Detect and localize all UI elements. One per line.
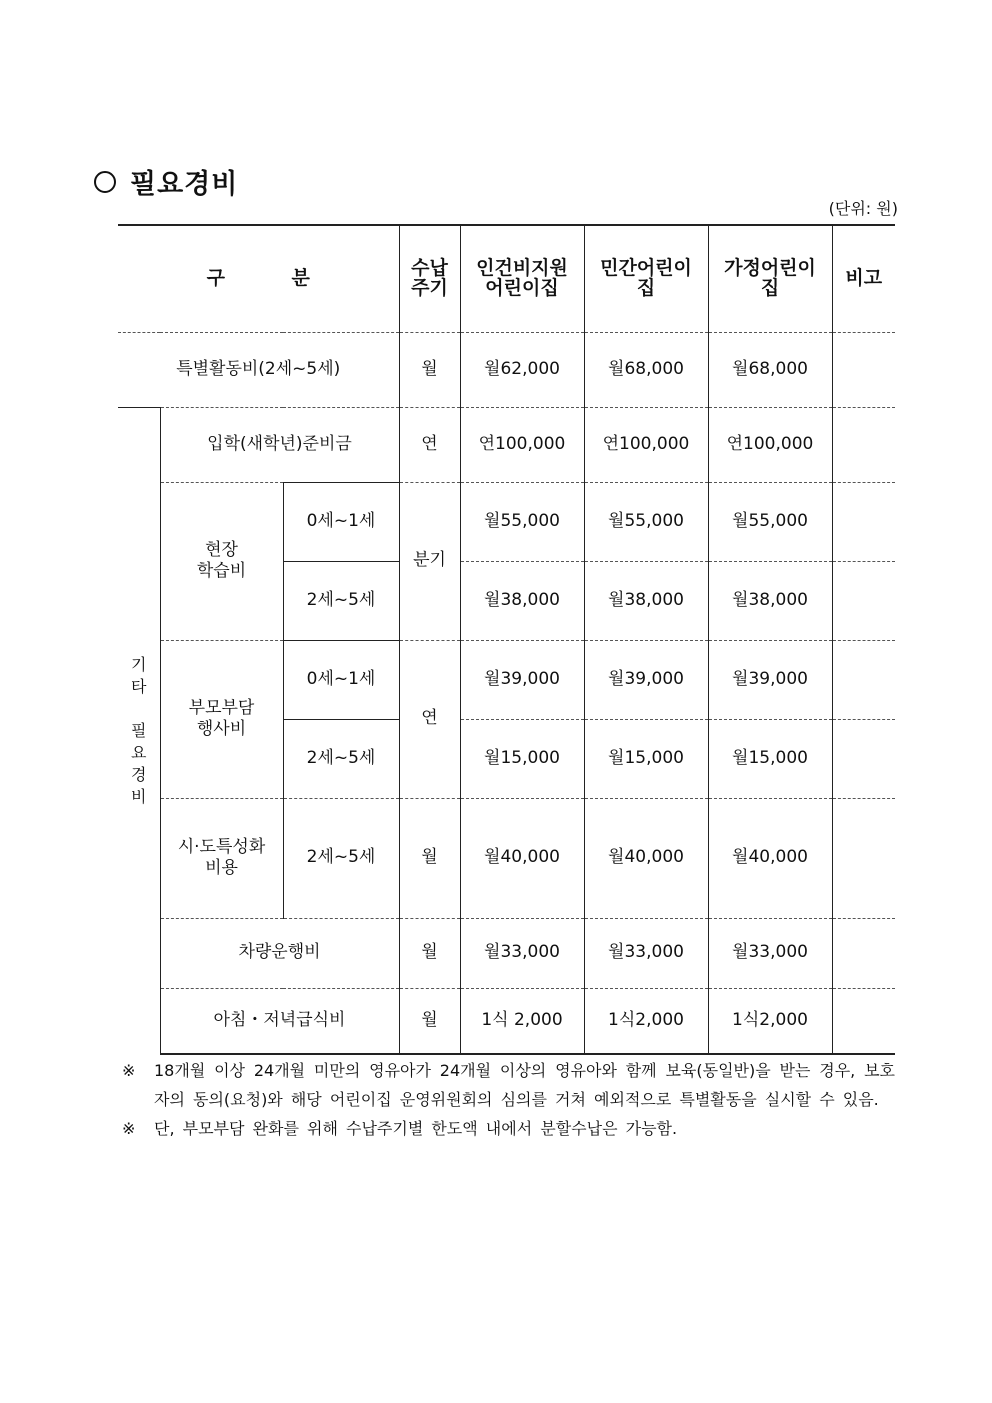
city-special-public: 월40,000 — [460, 798, 584, 918]
parent-event-label-text: 부모부담 행사비 — [188, 697, 255, 739]
header-category: 구 분 — [118, 225, 399, 332]
parent-event-label — [160, 640, 283, 798]
row-meals — [118, 988, 895, 1054]
city-special-private: 월40,000 — [584, 798, 708, 918]
parent-event-private-1: 월15,000 — [584, 719, 708, 798]
note-item — [118, 1056, 895, 1114]
field-study-public-1: 월38,000 — [460, 561, 584, 640]
city-special-remark — [832, 798, 895, 918]
admission-public: 연100,000 — [460, 407, 584, 482]
meals-home: 1식2,000 — [708, 988, 832, 1054]
field-study-private-0: 월55,000 — [584, 482, 708, 561]
parent-event-home-1: 월15,000 — [708, 719, 832, 798]
row-special-activity — [118, 332, 895, 407]
section-title: 필요경비 — [130, 169, 239, 200]
admission-remark — [832, 407, 895, 482]
field-study-home-0: 월55,000 — [708, 482, 832, 561]
vehicle-remark — [832, 918, 895, 988]
special-home: 월68,000 — [708, 332, 832, 407]
city-special-age: 2세~5세 — [283, 798, 399, 918]
field-study-period: 분기 — [399, 482, 460, 640]
fee-table — [118, 224, 895, 1055]
parent-event-remark-1 — [832, 719, 895, 798]
header-public-text: 인건비지원 어린이집 — [476, 256, 568, 299]
parent-event-remark-0 — [832, 640, 895, 719]
special-remark — [832, 332, 895, 407]
parent-event-period: 연 — [399, 640, 460, 798]
field-study-remark-0 — [832, 482, 895, 561]
notes — [118, 1056, 895, 1143]
field-study-age-0: 0세~1세 — [283, 482, 399, 561]
group-label-cell — [118, 407, 160, 1054]
vehicle-home: 월33,000 — [708, 918, 832, 988]
admission-private: 연100,000 — [584, 407, 708, 482]
vehicle-label: 차량운행비 — [160, 918, 399, 988]
parent-event-private-0: 월39,000 — [584, 640, 708, 719]
note-text: 단, 부모부담 완화를 위해 수납주기별 한도액 내에서 분할수납은 가능함. — [154, 1119, 678, 1138]
header-period-text: 수납 주기 — [411, 256, 448, 299]
field-study-label — [160, 482, 283, 640]
field-study-private-1: 월38,000 — [584, 561, 708, 640]
admission-period: 연 — [399, 407, 460, 482]
unit-label: (단위: 원) — [828, 199, 898, 218]
city-special-label — [160, 798, 283, 918]
special-public: 월62,000 — [460, 332, 584, 407]
header-remark: 비고 — [832, 225, 895, 332]
section-heading — [94, 162, 238, 201]
meals-public: 1식 2,000 — [460, 988, 584, 1054]
note-text: 18개월 이상 24개월 미만의 영유아가 24개월 이상의 영유아와 함께 보육(동일반)을 받는 경우, 보호자의 동의(요청)와 해당 어린이집 운영위원회의 심의를 거쳐 예외적으로 특별활동을 실시할 수 있음. — [154, 1061, 895, 1109]
parent-event-age-0: 0세~1세 — [283, 640, 399, 719]
row-city-special — [118, 798, 895, 918]
city-special-home: 월40,000 — [708, 798, 832, 918]
parent-event-home-0: 월39,000 — [708, 640, 832, 719]
row-vehicle — [118, 918, 895, 988]
field-study-public-0: 월55,000 — [460, 482, 584, 561]
header-home — [708, 225, 832, 332]
special-label: 특별활동비(2세~5세) — [118, 332, 399, 407]
row-field-study-0 — [118, 482, 895, 561]
parent-event-public-0: 월39,000 — [460, 640, 584, 719]
note-mark-icon: ※ — [122, 1061, 136, 1080]
meals-remark — [832, 988, 895, 1054]
circle-bullet-icon — [94, 171, 116, 193]
parent-event-public-1: 월15,000 — [460, 719, 584, 798]
meals-period: 월 — [399, 988, 460, 1054]
field-study-home-1: 월38,000 — [708, 561, 832, 640]
meals-label: 아침・저녁급식비 — [160, 988, 399, 1054]
special-period: 월 — [399, 332, 460, 407]
group-label: 기 타 필 요 경 비 — [131, 654, 147, 806]
header-row — [118, 225, 895, 332]
parent-event-age-1: 2세~5세 — [283, 719, 399, 798]
header-private-text: 민간어린이 집 — [600, 256, 692, 299]
vehicle-period: 월 — [399, 918, 460, 988]
header-private — [584, 225, 708, 332]
meals-private: 1식2,000 — [584, 988, 708, 1054]
city-special-label-text: 시·도특성화 비용 — [177, 836, 266, 878]
admission-home: 연100,000 — [708, 407, 832, 482]
note-item — [118, 1114, 895, 1143]
field-study-age-1: 2세~5세 — [283, 561, 399, 640]
note-mark-icon: ※ — [122, 1119, 136, 1138]
vehicle-public: 월33,000 — [460, 918, 584, 988]
row-admission — [118, 407, 895, 482]
field-study-label-text: 현장 학습비 — [196, 539, 247, 581]
admission-label: 입학(새학년)준비금 — [160, 407, 399, 482]
header-home-text: 가정어린이 집 — [724, 256, 816, 299]
field-study-remark-1 — [832, 561, 895, 640]
row-parent-event-0 — [118, 640, 895, 719]
vehicle-private: 월33,000 — [584, 918, 708, 988]
special-private: 월68,000 — [584, 332, 708, 407]
header-public — [460, 225, 584, 332]
header-period — [399, 225, 460, 332]
city-special-period: 월 — [399, 798, 460, 918]
